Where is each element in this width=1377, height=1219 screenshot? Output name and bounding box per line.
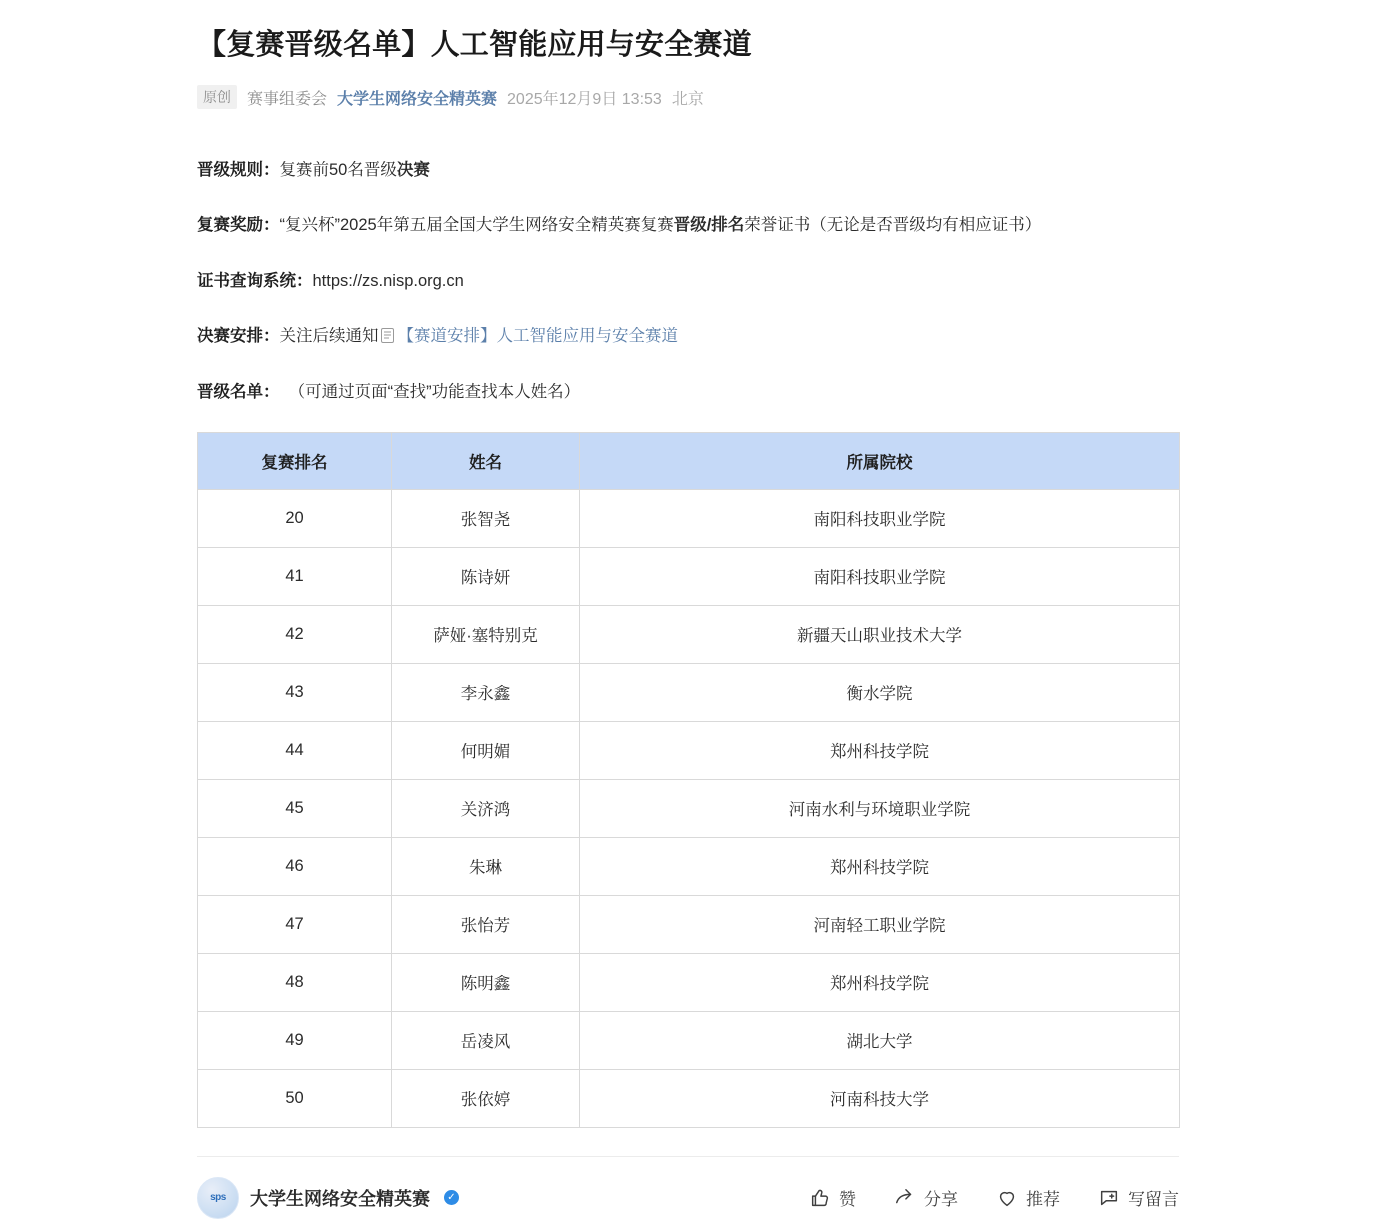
cell-rank: 50 bbox=[198, 1069, 392, 1127]
certificate-label: 证书查询系统： bbox=[197, 271, 313, 290]
cell-school: 南阳科技职业学院 bbox=[580, 489, 1180, 547]
certificate-paragraph bbox=[197, 266, 1179, 297]
cell-name: 关济鸿 bbox=[392, 779, 580, 837]
final-arrangement-text: 关注后续通知 bbox=[279, 327, 379, 346]
table-row bbox=[198, 779, 1180, 837]
table-row bbox=[198, 837, 1180, 895]
table-body bbox=[198, 489, 1180, 1127]
cell-school: 河南轻工职业学院 bbox=[580, 895, 1180, 953]
list-label: 晋级名单： bbox=[197, 382, 280, 401]
column-header-rank: 复赛排名 bbox=[198, 432, 392, 489]
track-arrangement-link[interactable]: 【赛道安排】人工智能应用与安全赛道 bbox=[397, 327, 678, 346]
account-name[interactable]: 大学生网络安全精英赛 bbox=[337, 90, 498, 108]
author-name: 赛事组委会 bbox=[247, 90, 328, 108]
account-display-name: 大学生网络安全精英赛 bbox=[250, 1188, 430, 1209]
list-intro-paragraph bbox=[197, 377, 1179, 408]
cell-school: 衡水学院 bbox=[580, 663, 1180, 721]
table-row bbox=[198, 953, 1180, 1011]
table-row bbox=[198, 721, 1180, 779]
write-comment-button[interactable] bbox=[1098, 1185, 1179, 1210]
cell-school: 郑州科技学院 bbox=[580, 953, 1180, 1011]
cell-rank: 47 bbox=[198, 895, 392, 953]
account-logo-icon: sps bbox=[197, 1177, 239, 1219]
cell-rank: 43 bbox=[198, 663, 392, 721]
cell-school: 郑州科技学院 bbox=[580, 721, 1180, 779]
recommend-label: 推荐 bbox=[1026, 1190, 1060, 1210]
publish-location: 北京 bbox=[671, 90, 704, 108]
cell-school: 南阳科技职业学院 bbox=[580, 547, 1180, 605]
comment-icon bbox=[1098, 1187, 1120, 1209]
column-header-school: 所属院校 bbox=[580, 432, 1180, 489]
heart-icon bbox=[996, 1187, 1018, 1209]
column-header-name: 姓名 bbox=[392, 432, 580, 489]
award-emphasis: 晋级/排名 bbox=[673, 216, 745, 235]
table-row bbox=[198, 489, 1180, 547]
promotion-rule-label: 晋级规则： bbox=[197, 161, 280, 180]
table-row bbox=[198, 1011, 1180, 1069]
award-paragraph bbox=[197, 210, 1179, 241]
cell-rank: 48 bbox=[198, 953, 392, 1011]
promotion-rule-text: 复赛前50名晋级 bbox=[279, 161, 397, 180]
table-row bbox=[198, 1069, 1180, 1127]
write-comment-label: 写留言 bbox=[1128, 1190, 1179, 1210]
cell-rank: 45 bbox=[198, 779, 392, 837]
final-arrangement-label: 决赛安排： bbox=[197, 327, 280, 346]
original-badge: 原创 bbox=[197, 85, 237, 109]
cell-rank: 44 bbox=[198, 721, 392, 779]
list-note: （可通过页面“查找”功能查找本人姓名） bbox=[288, 382, 581, 401]
cell-name: 萨娅·塞特别克 bbox=[392, 605, 580, 663]
award-text-first: “复兴杯”2025年第五届全国大学生网络安全精英赛复赛 bbox=[279, 216, 674, 235]
certificate-url-link[interactable]: https://zs.nisp.org.cn bbox=[312, 271, 464, 290]
award-text-second: 荣誉证书（无论是否晋级均有相应证书） bbox=[744, 216, 1042, 235]
cell-rank: 20 bbox=[198, 489, 392, 547]
table-row bbox=[198, 895, 1180, 953]
table-row bbox=[198, 547, 1180, 605]
cell-name: 张智尧 bbox=[392, 489, 580, 547]
account-card[interactable] bbox=[197, 1177, 459, 1219]
cell-school: 河南科技大学 bbox=[580, 1069, 1180, 1127]
verified-badge-icon: ✓ bbox=[444, 1190, 459, 1205]
like-label: 赞 bbox=[839, 1190, 856, 1210]
recommend-button[interactable] bbox=[996, 1185, 1060, 1210]
cell-school: 郑州科技学院 bbox=[580, 837, 1180, 895]
cell-school: 湖北大学 bbox=[580, 1011, 1180, 1069]
cell-school: 新疆天山职业技术大学 bbox=[580, 605, 1180, 663]
table-header-row bbox=[198, 432, 1180, 489]
promotion-rule-paragraph bbox=[197, 155, 1179, 186]
final-arrangement-paragraph bbox=[197, 321, 1179, 352]
share-icon bbox=[894, 1187, 916, 1209]
thumbs-up-icon bbox=[809, 1187, 831, 1209]
promotion-rule-emphasis: 决赛 bbox=[396, 161, 430, 180]
cell-rank: 49 bbox=[198, 1011, 392, 1069]
page-title: 【复赛晋级名单】人工智能应用与安全赛道 bbox=[197, 29, 752, 61]
publish-date: 2025年12月9日 13:53 bbox=[507, 90, 662, 108]
cell-name: 何明媚 bbox=[392, 721, 580, 779]
cell-name: 陈诗妍 bbox=[392, 547, 580, 605]
promotion-table bbox=[197, 432, 1180, 1128]
like-button[interactable] bbox=[809, 1185, 856, 1210]
article-footer bbox=[197, 1156, 1179, 1219]
cell-rank: 46 bbox=[198, 837, 392, 895]
table-row bbox=[198, 605, 1180, 663]
award-label: 复赛奖励： bbox=[197, 216, 280, 235]
footer-actions bbox=[809, 1185, 1179, 1210]
cell-name: 张依婷 bbox=[392, 1069, 580, 1127]
article-meta bbox=[197, 85, 1179, 109]
cell-name: 陈明鑫 bbox=[392, 953, 580, 1011]
cell-name: 岳凌风 bbox=[392, 1011, 580, 1069]
cell-school: 河南水利与环境职业学院 bbox=[580, 779, 1180, 837]
cell-rank: 41 bbox=[198, 547, 392, 605]
share-button[interactable] bbox=[894, 1185, 958, 1210]
table-row bbox=[198, 663, 1180, 721]
cell-name: 张怡芳 bbox=[392, 895, 580, 953]
cell-rank: 42 bbox=[198, 605, 392, 663]
share-label: 分享 bbox=[924, 1190, 958, 1210]
cell-name: 李永鑫 bbox=[392, 663, 580, 721]
cell-name: 朱琳 bbox=[392, 837, 580, 895]
document-icon bbox=[381, 323, 394, 338]
